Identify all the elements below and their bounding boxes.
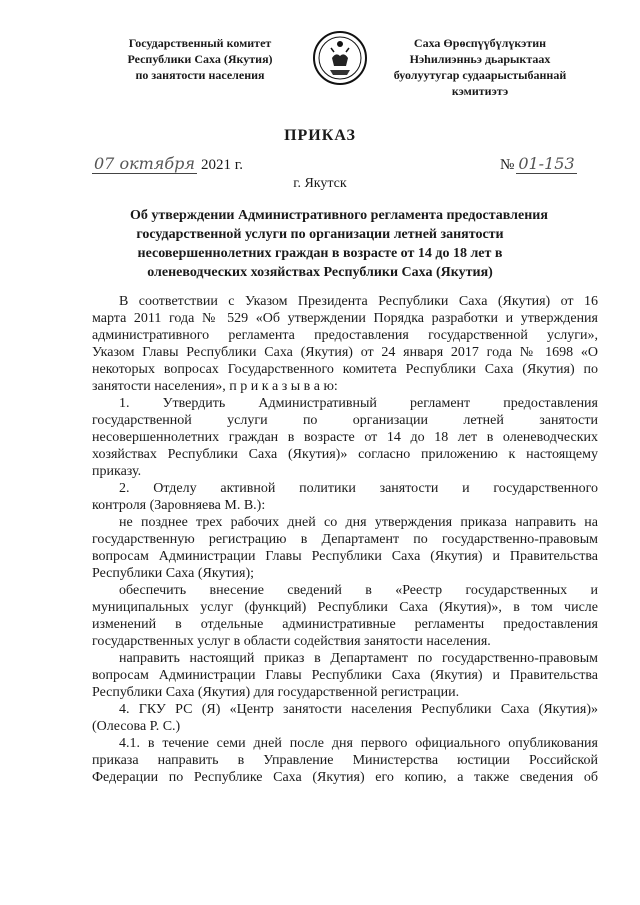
header-right-line: буолуутугар судаарыстыбаннай xyxy=(393,68,567,82)
body-line: государственную регистрацию в Департамент по государственно-правовым xyxy=(92,532,598,547)
city-label: г. Якутск xyxy=(293,176,347,191)
header-right-line: кэмитиэтэ xyxy=(451,84,509,98)
body-line: 2. Отделу активной политики занятости и государственного xyxy=(119,481,598,496)
body-line: приказу. xyxy=(92,464,142,479)
header-left-line: по занятости населения xyxy=(135,68,265,82)
body-line: государственных услуг в области содействия занятости населения. xyxy=(92,634,491,649)
body-line: несовершеннолетних граждан в возрасте от 14 до 18 лет в оленеводческих xyxy=(92,430,598,445)
header-right-line: Нэһилиэнньэ дьарыктаах xyxy=(409,52,551,66)
body-line: государственной услуги по организации летней занятости xyxy=(92,413,598,428)
body-line: административного регламента предоставления государственной услуги», xyxy=(92,328,598,343)
body-line: марта 2011 года № 529 «Об утверждении Порядка разработки и утверждения xyxy=(92,311,598,326)
body-line: (Олесова Р. С.) xyxy=(92,719,181,734)
header-left-line: Государственный комитет xyxy=(128,36,272,50)
body-line: Федерации по Республике Саха (Якутия) его копию, а также сведения об xyxy=(92,770,598,785)
handwritten-number: 01-153 xyxy=(518,154,575,173)
body-line: контроля (Заровняева М. В.): xyxy=(92,498,266,513)
header-right-line: Саха Өрөспүүбүлүкэтин xyxy=(413,36,547,50)
body-line: муниципальных услуг (функций) Республики Саха (Якутия)», в том числе xyxy=(92,600,598,615)
body-line: некоторых вопросах Государственного комитета Республики Саха (Якутия) по xyxy=(92,362,598,377)
body-line: 1. Утвердить Административный регламент предоставления xyxy=(119,396,598,411)
header-left-line: Республики Саха (Якутия) xyxy=(127,52,273,66)
body-line: направить настоящий приказ в Департамент по государственно-правовым xyxy=(119,651,598,666)
body-line: хозяйствах Республики Саха (Якутия)» согласно приложению к настоящему xyxy=(92,447,598,462)
order-title: ПРИКАЗ xyxy=(284,127,356,144)
heading-line: Об утверждении Административного регламента предоставления xyxy=(130,208,548,223)
order-year: 2021 г. xyxy=(201,157,243,173)
body-line: 4.1. в течение семи дней после дня первого официального опубликования xyxy=(119,736,598,751)
body-line: 4. ГКУ РС (Я) «Центр занятости населения Республики Саха (Якутия)» xyxy=(119,702,598,717)
header-right-sakha xyxy=(390,35,570,99)
header-left-ru xyxy=(110,35,290,83)
heading-line: государственной услуги по организации летней занятости xyxy=(136,227,504,242)
heading-line: несовершеннолетних граждан в возрасте от 14 до 18 лет в xyxy=(137,246,503,261)
coat-of-arms-icon xyxy=(312,30,368,86)
order-number xyxy=(500,154,577,174)
body-line: изменений в отдельные административные регламенты предоставления xyxy=(92,617,598,632)
body-line: Республики Саха (Якутия); xyxy=(92,566,255,581)
body-line: обеспечить внесение сведений в «Реестр государственных и xyxy=(119,583,598,598)
body-line: В соответствии с Указом Президента Республики Саха (Якутия) от 16 xyxy=(119,294,598,309)
body-line: занятости населения», п р и к а з ы в а ю: xyxy=(92,379,338,394)
order-date xyxy=(92,154,243,174)
body-line: Указом Главы Республики Саха (Якутия) от 24 января 2017 года № 1698 «О xyxy=(92,345,598,360)
heading-line: оленеводческих хозяйствах Республики Саха (Якутия) xyxy=(147,265,493,280)
body-line: вопросам Администрации Главы Республики Саха (Якутия) и Правительства xyxy=(92,668,598,683)
document-heading xyxy=(130,206,548,282)
number-prefix: № xyxy=(500,157,515,173)
body-line: приказа направить в Управление Министерства юстиции Российской xyxy=(92,753,598,768)
body-line: вопросам Администрации Главы Республики Саха (Якутия) и Правительства xyxy=(92,549,598,564)
handwritten-date: 07 октября xyxy=(94,154,195,173)
body-line: Республики Саха (Якутия) для государственной регистрации. xyxy=(92,685,460,700)
body-line: не позднее трех рабочих дней со дня утверждения приказа направить на xyxy=(119,515,598,530)
document-body xyxy=(92,293,598,786)
